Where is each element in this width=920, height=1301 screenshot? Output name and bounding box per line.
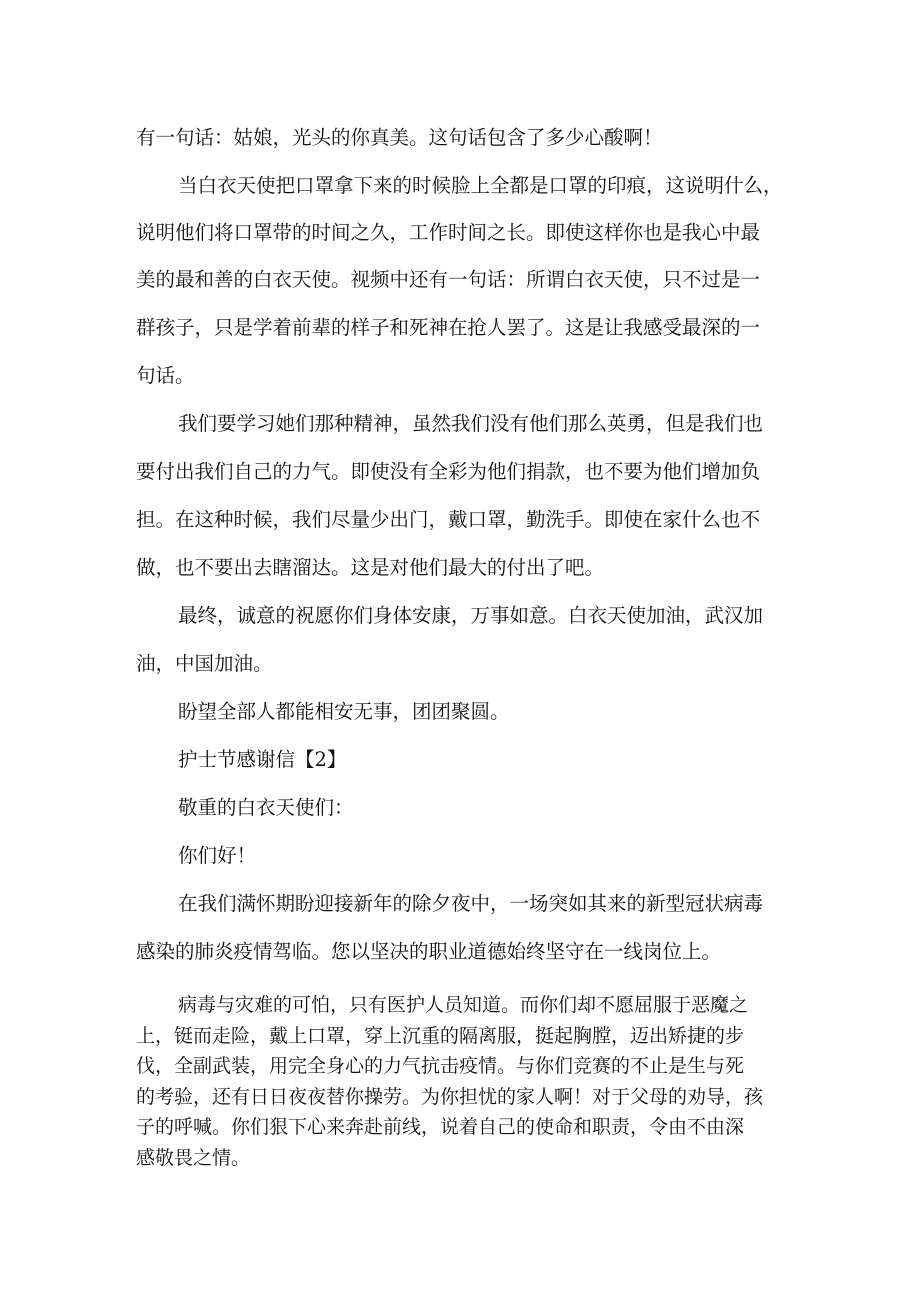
- paragraph-8-line-1: 感染的肺炎疫情驾临。您以坚决的职业道德始终坚守在一线岗位上。: [136, 940, 722, 963]
- paragraph-3-line-0: 最终，诚意的祝愿你们身体安康，万事如意。白衣天使加油，武汉加: [178, 604, 764, 627]
- paragraph-9-line-5: 感敬畏之情。: [136, 1147, 251, 1169]
- salutation: 敬重的白衣天使们：: [178, 796, 354, 819]
- paragraph-9-line-4: 子的呼喊。你们狠下心来奔赴前线，说着自己的使命和职责，令由不由深: [136, 1116, 745, 1138]
- paragraph-3-line-1: 油，中国加油。: [136, 652, 273, 675]
- paragraph-1-line-0: 当白衣天使把口罩拿下来的时候脸上全都是口罩的印痕，这说明什么，: [178, 174, 783, 197]
- paragraph-8-line-0: 在我们满怀期盼迎接新年的除夕夜中，一场突如其来的新型冠状病毒: [178, 892, 764, 915]
- paragraph-2-line-1: 要付出我们自己的力气。即使没有全彩为他们捐款，也不要为他们增加负: [136, 460, 761, 483]
- paragraph-9-line-1: 上，铤而走险，戴上口罩，穿上沉重的隔离服，挺起胸膛，迈出矫捷的步: [136, 1025, 745, 1047]
- paragraph-1-line-1: 说明他们将口罩带的时间之久，工作时间之长。即使这样你也是我心中最: [136, 221, 761, 244]
- paragraph-4-line-0: 盼望全部人都能相安无事，团团聚圆。: [178, 700, 510, 723]
- paragraph-2-line-2: 担。在这种时候，我们尽量少出门，戴口罩，勤洗手。即使在家什么也不: [136, 508, 761, 531]
- paragraph-1-line-4: 句话。: [136, 364, 195, 387]
- paragraph-1-line-3: 群孩子，只是学着前辈的样子和死神在抢人罢了。这是让我感受最深的一: [136, 316, 761, 339]
- paragraph-2-line-0: 我们要学习她们那种精神，虽然我们没有他们那么英勇，但是我们也: [178, 412, 764, 435]
- greeting: 你们好！: [178, 844, 257, 867]
- paragraph-2-line-3: 做，也不要出去瞎溜达。这是对他们最大的付出了吧。: [136, 556, 605, 579]
- paragraph-9-line-2: 伐，全副武装，用完全身心的力气抗击疫情。与你们竞赛的不止是生与死: [136, 1055, 745, 1077]
- paragraph-9-line-3: 的考验，还有日日夜夜替你操劳。为你担忧的家人啊！对于父母的劝导，孩: [136, 1086, 764, 1108]
- section-heading: 护士节感谢信【2】: [178, 748, 347, 771]
- paragraph-9-line-0: 病毒与灾难的可怕，只有医护人员知道。而你们却不愿屈服于恶魔之: [178, 994, 749, 1016]
- paragraph-0-line-0: 有一句话：姑娘，光头的你真美。这句话包含了多少心酸啊！: [136, 126, 663, 149]
- paragraph-1-line-2: 美的最和善的白衣天使。视频中还有一句话：所谓白衣天使，只不过是一: [136, 268, 761, 291]
